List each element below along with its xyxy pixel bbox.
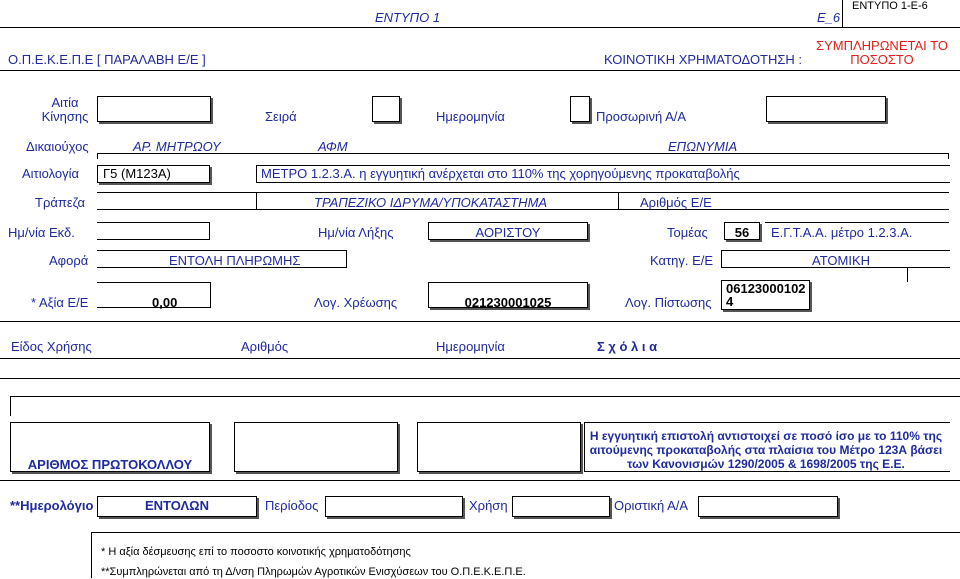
justification-label: Αιτιολογία [22, 166, 80, 181]
protocol-label: ΑΡΙΘΜΟΣ ΠΡΩΤΟΚΟΛΛΟΥ [27, 457, 193, 472]
org-title: Ο.Π.Ε.Κ.Ε.Π.Ε [ ΠΑΡΑΛΑΒΗ Ε/Ε ] [8, 52, 206, 67]
justification-code-value: Γ5 (Μ123Α) [103, 166, 171, 181]
journal-value: ΕΝΤΟΛΩΝ [144, 498, 209, 513]
temp-aa-field[interactable] [766, 96, 886, 122]
ar-mitroou-label: ΑΡ. ΜΗΤΡΩΟΥ [133, 139, 221, 154]
category-tick [907, 268, 908, 282]
period-field[interactable] [325, 496, 463, 517]
concerns-value: ΕΝΤΟΛΗ ΠΛΗΡΩΜΗΣ [169, 253, 301, 268]
header-underline [0, 27, 960, 28]
reason-label-line2: Κίνησης [41, 109, 89, 124]
bank-field-divider-left [256, 192, 257, 210]
protocol-note: Η εγγυητική επιστολή αντιστοιχεί σε ποσό ίσο με το 110% της αιτούμενης προκαταβολής στα πλαίσια του Μέτρο 123Α βάσει των Κανονισμών 1290/2005 & 1698/2005 της Ε.Ε. [589, 429, 943, 471]
funding-label: ΚΟΙΝΟΤΙΚΗ ΧΡΗΜΑΤΟΔΟΤΗΣΗ : [604, 52, 803, 67]
footnote-2: **Συμπληρώνεται από τη Δ/νση Πληρωμών Αγροτικών Ενισχύσεων του Ο.Π.Ε.Κ.Ε.Π.Ε. [101, 566, 526, 578]
sector-desc-line [765, 222, 949, 223]
protocol-field-3[interactable] [417, 422, 581, 472]
footnote-1: * Η αξία δέσμευσης επί το ποσοστο κοινοτικής χρηματοδότησης [101, 546, 411, 558]
expiry-date-label: Ημ/νία Λήξης [318, 225, 394, 240]
date-field[interactable] [570, 96, 590, 122]
bank-label: Τράπεζα [35, 195, 85, 210]
form-title: ΕΝΤΥΠΟ 1 [375, 10, 441, 25]
usage-field[interactable] [512, 496, 610, 517]
debit-label: Λογ. Χρέωσης [314, 295, 398, 310]
protocol-area [10, 396, 960, 416]
credit-label: Λογ. Πίστωσης [625, 295, 712, 310]
eponymia-label: ΕΠΩΝΥΜΙΑ [668, 139, 738, 154]
reason-label-line1: Αιτία [51, 95, 79, 110]
amount-value: 0,00 [152, 295, 178, 310]
credit-value [726, 282, 806, 308]
amount-label: * Αξία Ε/Ε [31, 295, 89, 310]
use-comments-box[interactable] [0, 358, 960, 379]
category-label: Κατηγ. Ε/Ε [650, 253, 714, 268]
afm-label: ΑΦΜ [318, 139, 348, 154]
use-row-top-line [0, 321, 960, 322]
bank-number-label: Αριθμός Ε/Ε [640, 195, 712, 210]
bank-field-divider-right [618, 192, 619, 210]
final-aa-label: Οριστική Α/Α [614, 498, 689, 513]
credit-value-line1: 06123000102 [726, 281, 806, 296]
credit-value-line2: 4 [726, 294, 734, 309]
bank-value: ΤΡΑΠΕΖΙΚΟ ΙΔΡΥΜΑ/ΥΠΟΚΑΤΑΣΤΗΜΑ [314, 195, 548, 210]
funding-note-line1: ΣΥΜΠΛΗΡΩΝΕΤΑΙ ΤΟ [816, 38, 948, 53]
protocol-field-2[interactable] [234, 422, 398, 472]
top-right-code: ΕΝΤΥΠΟ 1-Ε-6 [852, 0, 928, 12]
journal-label: **Ημερολόγιο [10, 498, 94, 513]
header-bottom-line [0, 70, 960, 71]
funding-note [812, 39, 952, 67]
period-label: Περίοδος [265, 498, 319, 513]
funding-note-line2: ΠΟΣΟΣΤΟ [850, 52, 914, 67]
protocol-bottom-line [0, 480, 960, 481]
series-label: Σειρά [265, 109, 297, 124]
sector-desc: Ε.Γ.Τ.Α.Α. μέτρο 1.2.3.Α. [771, 225, 913, 240]
form-code: Ε_6 [817, 10, 841, 25]
date-label: Ημερομηνία [436, 109, 505, 124]
beneficiary-box[interactable] [97, 153, 949, 159]
expiry-date-value: ΑΟΡΙΣΤΟΥ [475, 225, 541, 240]
comments-label: Σ χ ό λ ι α [597, 339, 658, 354]
issue-date-field[interactable] [97, 222, 210, 240]
concerns-label: Αφορά [49, 253, 89, 268]
header-right-divider [842, 0, 843, 27]
sector-label: Τομέας [667, 225, 708, 240]
issue-date-label: Ημ/νία Εκδ. [8, 225, 75, 240]
series-field[interactable] [372, 96, 400, 122]
reason-field[interactable] [97, 96, 211, 122]
beneficiary-label: Δικαιούχος [26, 139, 89, 154]
reason-label [40, 96, 90, 124]
sector-value: 56 [734, 225, 750, 240]
use-type-label: Είδος Χρήσης [11, 339, 92, 354]
usage-label: Χρήση [469, 498, 508, 513]
temp-aa-label: Προσωρινή Α/Α [596, 109, 687, 124]
use-number-label: Αριθμός [241, 339, 289, 354]
use-date-label: Ημερομηνία [436, 339, 505, 354]
debit-value: 021230001025 [464, 295, 552, 310]
final-aa-field[interactable] [698, 496, 838, 517]
category-value: ΑΤΟΜΙΚΗ [812, 253, 871, 268]
justification-text-value: ΜΕΤΡΟ 1.2.3.Α. η εγγυητική ανέρχεται στο 110% της χορηγούμενης προκαταβολής [261, 166, 740, 181]
